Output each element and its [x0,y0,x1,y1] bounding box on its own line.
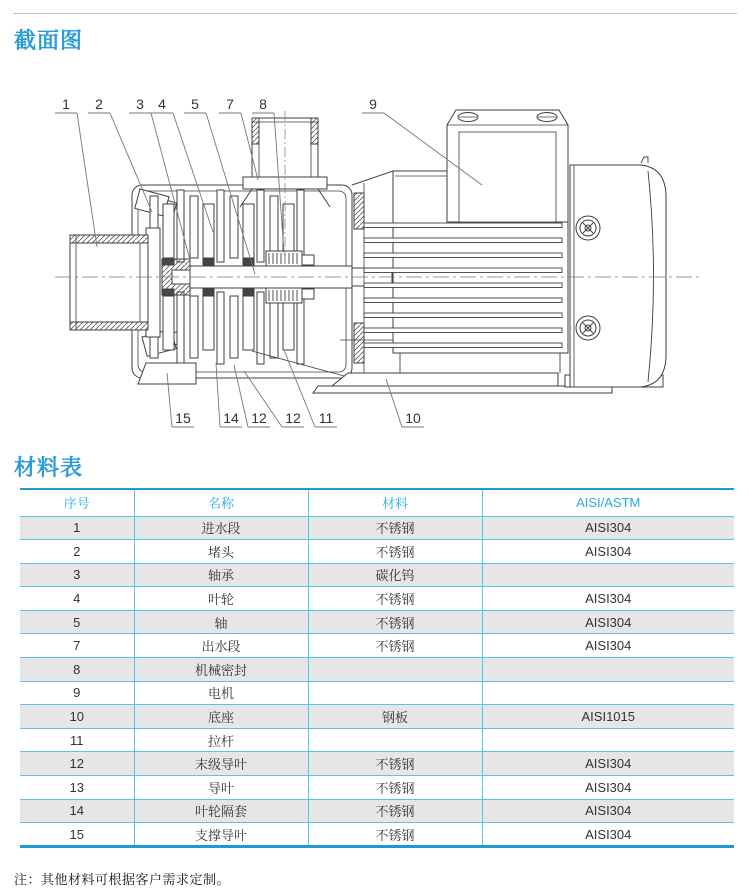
callout-label: 4 [158,96,166,112]
table-cell: AISI304 [482,776,734,800]
table-cell [308,681,482,705]
table-header-row [20,489,734,516]
table-cell: 导叶 [134,776,308,800]
table-cell: 不锈钢 [308,610,482,634]
table-cell: 末级导叶 [134,752,308,776]
table-cell: 电机 [134,681,308,705]
table-row [20,634,734,658]
table-cell: 12 [20,752,134,776]
table-cell: 不锈钢 [308,823,482,847]
table-cell: 钢板 [308,705,482,729]
callout-label: 9 [369,96,377,112]
fan-cover-screw [576,216,600,240]
callout-label: 5 [191,96,199,112]
callout-label: 15 [175,410,191,426]
table-row [20,776,734,800]
table-row [20,799,734,823]
callout-leader-line [110,113,152,212]
table-cell: 进水段 [134,516,308,540]
table-row [20,681,734,705]
inlet-port [70,228,160,337]
fan-cover-screw [576,316,600,340]
section-title-materials: 材料表 [14,455,84,480]
table-cell: AISI304 [482,752,734,776]
table-row [20,823,734,847]
table-cell: AISI304 [482,823,734,847]
table-cell: 不锈钢 [308,516,482,540]
table-cell: 10 [20,705,134,729]
table-cell: AISI304 [482,610,734,634]
table-cell: 不锈钢 [308,799,482,823]
table-row [20,610,734,634]
callout-label: 1 [62,96,70,112]
callout-label: 8 [259,96,267,112]
materials-table-body [20,516,734,846]
callout-label: 10 [405,410,421,426]
callout-label: 12 [251,410,267,426]
callout-label: 7 [226,96,234,112]
table-cell: 底座 [134,705,308,729]
column-header-name: 名称 [134,489,308,516]
table-cell: 14 [20,799,134,823]
callout-label: 12 [285,410,301,426]
column-header-index: 序号 [20,489,134,516]
table-row [20,705,734,729]
table-cell: 13 [20,776,134,800]
column-header-material: 材料 [308,489,482,516]
table-row [20,540,734,564]
table-cell: AISI1015 [482,705,734,729]
table-cell: 支撑导叶 [134,823,308,847]
table-cell: 机械密封 [134,658,308,682]
table-cell: 1 [20,516,134,540]
section-title-cross-section: 截面图 [14,28,84,53]
table-cell: 不锈钢 [308,540,482,564]
table-cell: 9 [20,681,134,705]
table-row [20,728,734,752]
table-cell: 11 [20,728,134,752]
table-cell: 4 [20,587,134,611]
table-cell: 不锈钢 [308,634,482,658]
table-cell: 7 [20,634,134,658]
table-cell: AISI304 [482,634,734,658]
table-cell: 拉杆 [134,728,308,752]
table-row [20,516,734,540]
terminal-box-screw [537,113,557,122]
table-row [20,658,734,682]
motor-terminal-box [447,110,568,222]
callout-label: 14 [223,410,239,426]
table-cell: 15 [20,823,134,847]
table-row [20,587,734,611]
terminal-box-screw [458,113,478,122]
callout-label: 3 [136,96,144,112]
table-cell: 2 [20,540,134,564]
table-cell: 不锈钢 [308,752,482,776]
table-cell: 5 [20,610,134,634]
table-cell: 不锈钢 [308,587,482,611]
table-cell: 8 [20,658,134,682]
table-cell: 轴 [134,610,308,634]
pump-cross-section-diagram [0,85,750,450]
table-cell: AISI304 [482,516,734,540]
table-cell: 叶轮 [134,587,308,611]
table-cell: AISI304 [482,799,734,823]
table-cell [482,728,734,752]
footnote: 注：其他材料可根据客户需求定制。 [14,872,231,887]
table-row [20,752,734,776]
motor-cooling-fins [364,223,562,348]
table-cell: 轴承 [134,563,308,587]
page-top-rule [13,13,737,14]
table-cell: 碳化钨 [308,563,482,587]
table-cell: AISI304 [482,587,734,611]
table-cell: AISI304 [482,540,734,564]
table-cell: 堵头 [134,540,308,564]
pump-diagram-svg [0,85,750,450]
callout-label: 2 [95,96,103,112]
callout-leader-line [77,113,97,247]
materials-table [20,488,734,848]
table-cell: 出水段 [134,634,308,658]
motor-fan-cover [570,157,666,387]
table-cell [482,563,734,587]
table-cell [482,681,734,705]
table-cell [308,728,482,752]
column-header-standard: AISI/ASTM [482,489,734,516]
callout-label: 11 [318,410,334,426]
table-cell [482,658,734,682]
table-cell: 叶轮隔套 [134,799,308,823]
table-cell: 不锈钢 [308,776,482,800]
table-cell [308,658,482,682]
table-cell: 3 [20,563,134,587]
table-row [20,563,734,587]
